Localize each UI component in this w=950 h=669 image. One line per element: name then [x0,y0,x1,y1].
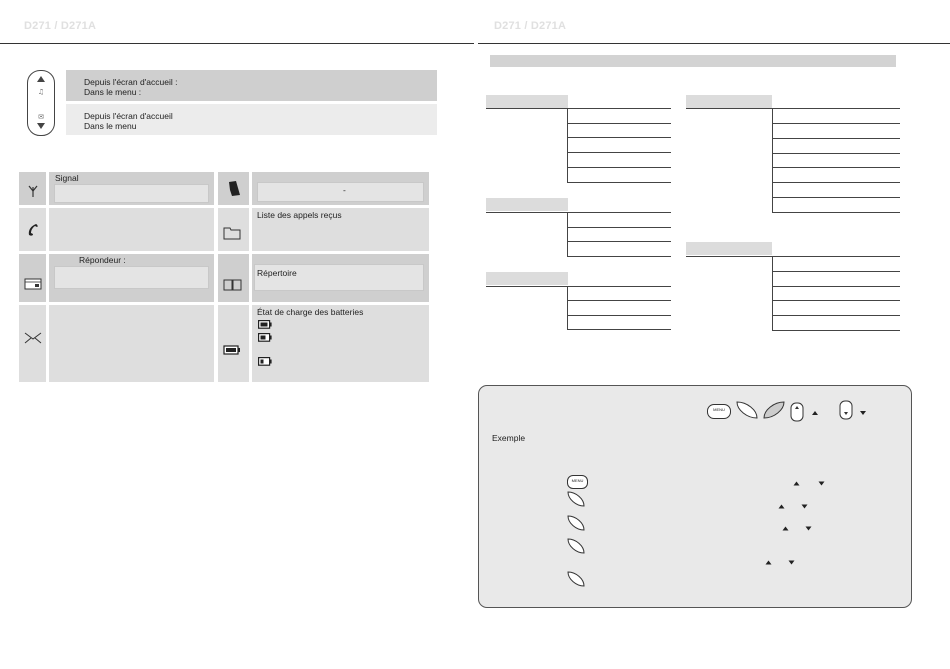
step4-arrow-down-icon [788,560,795,565]
signal-description-box [54,184,209,203]
battery-medium-icon [258,333,272,342]
menu-line [772,286,900,287]
left-header-rule [0,43,474,44]
menu-line [772,182,900,183]
menu-line [686,108,900,109]
step1-menu-text: MENU [571,478,584,483]
step2-arrow-up-icon [778,504,785,509]
menu-vline [772,256,773,330]
signal-cell [49,172,214,205]
menu-line [772,197,900,198]
directory-label: Répertoire [257,268,297,278]
menu-line [772,212,900,213]
answering-cell [49,254,214,302]
menu-block-d-header [686,95,772,108]
battery-status-cell [252,305,429,382]
ok-key-icon [735,400,759,420]
envelope-icon [24,332,42,344]
battery-icon [223,345,241,355]
arrow-up-icon [811,410,819,416]
menu-key-icon [707,404,731,419]
menu-vline [567,108,568,182]
menu-line [567,315,671,316]
menu-block-b-header [486,198,568,211]
ringer-value: - [343,185,346,195]
menu-line [486,108,671,109]
step1-arrow-up-icon [793,481,800,486]
menu-tree-title-bar [490,55,896,67]
menu-block-e-header [686,242,772,255]
left-page-header: D271 / D271A [24,20,97,32]
menu-line [772,123,900,124]
ringer-description-box [257,182,424,202]
step3-ok-key-icon [566,514,586,532]
menu-block-a-header [486,95,568,108]
step2-ok-key-icon [566,490,586,508]
answering-machine-cell [19,254,46,302]
navigation-key-up-icon [790,402,804,422]
navigation-down-line1: Depuis l'écran d'accueil [84,111,173,121]
menu-line [772,300,900,301]
menu-line [567,329,671,330]
book-icon [223,279,242,291]
envelope-description-cell [49,305,214,382]
ringer-off-cell [218,172,249,205]
navigation-up-line2: Dans le menu : [84,87,142,97]
folder-cell [218,208,249,251]
answering-description-box [54,266,209,289]
answering-label: Répondeur : [79,255,126,265]
menu-line [772,167,900,168]
navigation-row-up [66,70,437,101]
menu-line [567,241,671,242]
directory-description-box [254,264,424,291]
menu-line [772,315,900,316]
menu-line [567,256,671,257]
answering-machine-icon [24,278,42,290]
menu-line [567,227,671,228]
menu-vline [567,212,568,256]
svg-text:♫: ♫ [37,88,45,96]
battery-low-icon [258,357,272,366]
menu-line [486,286,671,287]
up-down-navigation-icon [27,70,55,136]
menu-line [486,212,671,213]
navigation-up-line1: Depuis l'écran d'accueil : [84,77,178,87]
menu-line [772,271,900,272]
navigation-row-down [66,104,437,135]
signal-label: Signal [55,173,79,183]
example-box [478,385,912,608]
step5-ok-key-icon [566,570,586,588]
menu-line [772,138,900,139]
step1-menu-key [567,475,588,489]
arrow-down-icon [859,410,867,416]
menu-line [567,123,671,124]
battery-label: État de charge des batteries [257,307,364,317]
handset-description-cell [49,208,214,251]
menu-block-c-header [486,272,568,285]
received-calls-label: Liste des appels reçus [257,210,342,220]
handset-cell [19,208,46,251]
menu-line [567,152,671,153]
step3-arrow-down-icon [805,526,812,531]
folder-icon [223,226,242,240]
antenna-cell [19,172,46,205]
call-key-icon [762,400,786,420]
menu-line [567,182,671,183]
menu-line [772,330,900,331]
navigation-down-line2: Dans le menu [84,121,137,131]
menu-key-text: MENU [713,407,725,412]
menu-line [567,167,671,168]
menu-line [567,300,671,301]
ringer-off-icon [226,180,242,198]
svg-text:✉: ✉ [38,113,44,121]
book-cell [218,254,249,302]
right-page-header: D271 / D271A [494,20,567,32]
example-label: Exemple [492,433,526,443]
handset-icon [26,223,40,237]
battery-cell [218,305,249,382]
step2-arrow-down-icon [801,504,808,509]
right-header-rule [478,43,950,44]
menu-line [567,137,671,138]
navigation-key-down-icon [839,400,853,420]
directory-cell [252,254,429,302]
menu-line [772,153,900,154]
step1-arrow-down-icon [818,481,825,486]
antenna-icon [26,184,40,198]
step3-arrow-up-icon [782,526,789,531]
step4-ok-key-icon [566,537,586,555]
envelope-cell [19,305,46,382]
step4-arrow-up-icon [765,560,772,565]
battery-full-icon [258,320,272,329]
menu-line [686,256,900,257]
menu-vline [567,286,568,330]
ringer-cell [252,172,429,205]
received-calls-cell [252,208,429,251]
